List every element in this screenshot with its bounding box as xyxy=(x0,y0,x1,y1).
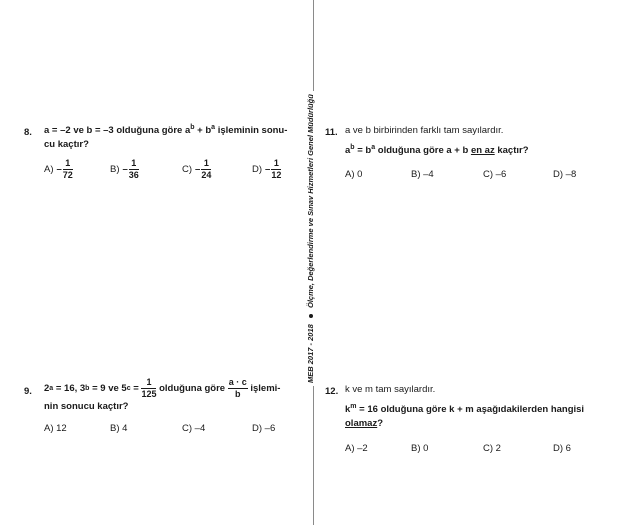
fraction-numerator: 1 xyxy=(201,158,211,170)
option-fraction xyxy=(63,158,73,181)
question-9-text: 2 a = 16, 3 b = 9 ve 5 c = $\frac{1}{125}$ olduğuna göre $\frac{a \cdot c}{b}$ işlemi- nin sonucu kaçtır? xyxy=(44,377,308,414)
q11-text-2: = b xyxy=(354,145,372,156)
option-letter: A) xyxy=(44,423,54,434)
option-value: –2 xyxy=(357,443,368,454)
fraction-denominator: b xyxy=(234,389,241,399)
q12-text-3: ? xyxy=(377,418,384,429)
option-letter: B) xyxy=(110,423,120,434)
q12-emphasis: olamaz xyxy=(345,418,378,429)
question-11-number: 11. xyxy=(325,127,338,138)
option-value: 0 xyxy=(357,169,363,180)
fraction-denominator: 72 xyxy=(62,170,73,180)
q11-option-d[interactable] xyxy=(553,169,576,180)
q12-option-b[interactable] xyxy=(411,443,428,454)
option-letter: C) xyxy=(182,423,193,434)
fraction-numerator: 1 xyxy=(271,158,281,170)
q9-option-b[interactable] xyxy=(110,423,127,434)
q9-option-a[interactable] xyxy=(44,423,67,434)
option-sign: – xyxy=(122,164,128,175)
option-letter: D) xyxy=(252,423,263,434)
q9-text-6: işlemi- xyxy=(247,382,281,394)
q11-emphasis: en az xyxy=(470,145,495,156)
q8-sup-1: b xyxy=(190,124,195,131)
option-fraction xyxy=(201,158,211,181)
q11-text-4: kaçtır? xyxy=(494,145,529,156)
q8-option-c[interactable] xyxy=(182,158,211,181)
sidebar-left-text: MEB 2017 - 2018 xyxy=(306,324,315,383)
q9-option-c[interactable] xyxy=(182,423,205,434)
sidebar-right-text: Ölçme, Değerlendirme ve Sınav Hizmetleri Genel Müdürlüğü xyxy=(306,94,315,309)
fraction-numerator: a · c xyxy=(228,377,247,387)
option-value: 2 xyxy=(495,443,501,454)
q8-option-a[interactable] xyxy=(44,158,73,181)
option-letter: D) xyxy=(252,164,263,175)
option-letter: C) xyxy=(483,443,494,454)
fraction-numerator: 1 xyxy=(129,158,139,170)
fraction-numerator: 1 xyxy=(63,158,73,170)
q12-sup-1: m xyxy=(350,403,357,410)
bullet-icon xyxy=(309,314,313,318)
option-value: 4 xyxy=(122,423,128,434)
q11-line-1: a ve b birbirinden farklı tam sayılardır. xyxy=(345,125,504,136)
option-letter: D) xyxy=(553,169,564,180)
q11-sup-2: a xyxy=(371,144,376,151)
option-letter: B) xyxy=(411,169,421,180)
fraction-denominator: 24 xyxy=(201,170,212,180)
q8-option-d[interactable] xyxy=(252,158,281,181)
option-sign: – xyxy=(56,164,62,175)
q8-plus: + b xyxy=(194,125,212,136)
question-8-text xyxy=(44,124,306,152)
q8-sup-2: a xyxy=(211,124,216,131)
option-value: –4 xyxy=(194,423,206,434)
q9-text-3: = 9 ve 5 xyxy=(89,382,127,394)
q11-option-b[interactable] xyxy=(411,169,434,180)
sidebar-footer xyxy=(306,91,316,386)
fraction-denominator: 36 xyxy=(128,170,139,180)
q12-option-d[interactable] xyxy=(553,443,571,454)
q9-fraction-2 xyxy=(228,377,248,400)
question-12-text xyxy=(345,383,615,431)
q8-option-b[interactable] xyxy=(110,158,139,181)
q12-text-1: k xyxy=(345,404,351,415)
q11-text-1: a xyxy=(345,145,351,156)
option-value: 0 xyxy=(423,443,429,454)
q9-text-1: 2 xyxy=(44,382,50,394)
option-value: –4 xyxy=(423,169,434,180)
q9-fraction-1 xyxy=(141,377,156,400)
option-value: –6 xyxy=(495,169,507,180)
option-sign: – xyxy=(265,164,271,175)
option-letter: A) xyxy=(345,169,355,180)
q11-sup-1: b xyxy=(350,144,355,151)
option-value: –6 xyxy=(264,423,276,434)
q9-line-2: nin sonucu kaçtır? xyxy=(44,401,129,412)
question-11-text xyxy=(345,124,615,158)
fraction-denominator: 125 xyxy=(141,389,157,399)
option-sign: – xyxy=(195,164,201,175)
option-letter: C) xyxy=(483,169,494,180)
q9-text-5: olduğuna göre xyxy=(156,382,228,394)
q8-text-1: a = –2 ve b = –3 olduğuna göre a xyxy=(44,125,191,136)
q12-text-2: = 16 olduğuna göre k + m aşağıdakilerden hangisi xyxy=(356,404,585,415)
option-fraction xyxy=(129,158,139,181)
option-value: 6 xyxy=(565,443,571,454)
option-letter: A) xyxy=(345,443,355,454)
q9-option-d[interactable] xyxy=(252,423,275,434)
q12-option-c[interactable] xyxy=(483,443,501,454)
q11-text-3: olduğuna göre a + b xyxy=(375,145,471,156)
question-9-number: 9. xyxy=(24,386,32,397)
fraction-numerator: 1 xyxy=(141,377,156,389)
q8-line-2: cu kaçtır? xyxy=(44,139,89,150)
option-value: –8 xyxy=(565,169,577,180)
option-letter: A) xyxy=(44,164,54,175)
q12-line-1: k ve m tam sayılardır. xyxy=(345,384,436,395)
q11-option-a[interactable] xyxy=(345,169,362,180)
q12-option-a[interactable] xyxy=(345,443,368,454)
q9-text-2: = 16, 3 xyxy=(53,382,86,394)
q11-option-c[interactable] xyxy=(483,169,506,180)
question-12-number: 12. xyxy=(325,386,339,397)
fraction-denominator: 12 xyxy=(271,170,282,180)
option-fraction xyxy=(271,158,281,181)
option-letter: B) xyxy=(110,164,120,175)
option-letter: D) xyxy=(553,443,564,454)
option-value: 12 xyxy=(56,423,67,434)
q8-text-2: işleminin sonu- xyxy=(215,125,288,136)
option-letter: B) xyxy=(411,443,421,454)
option-letter: C) xyxy=(182,164,193,175)
q9-text-4: = xyxy=(130,382,142,394)
question-8-number: 8. xyxy=(24,127,32,138)
